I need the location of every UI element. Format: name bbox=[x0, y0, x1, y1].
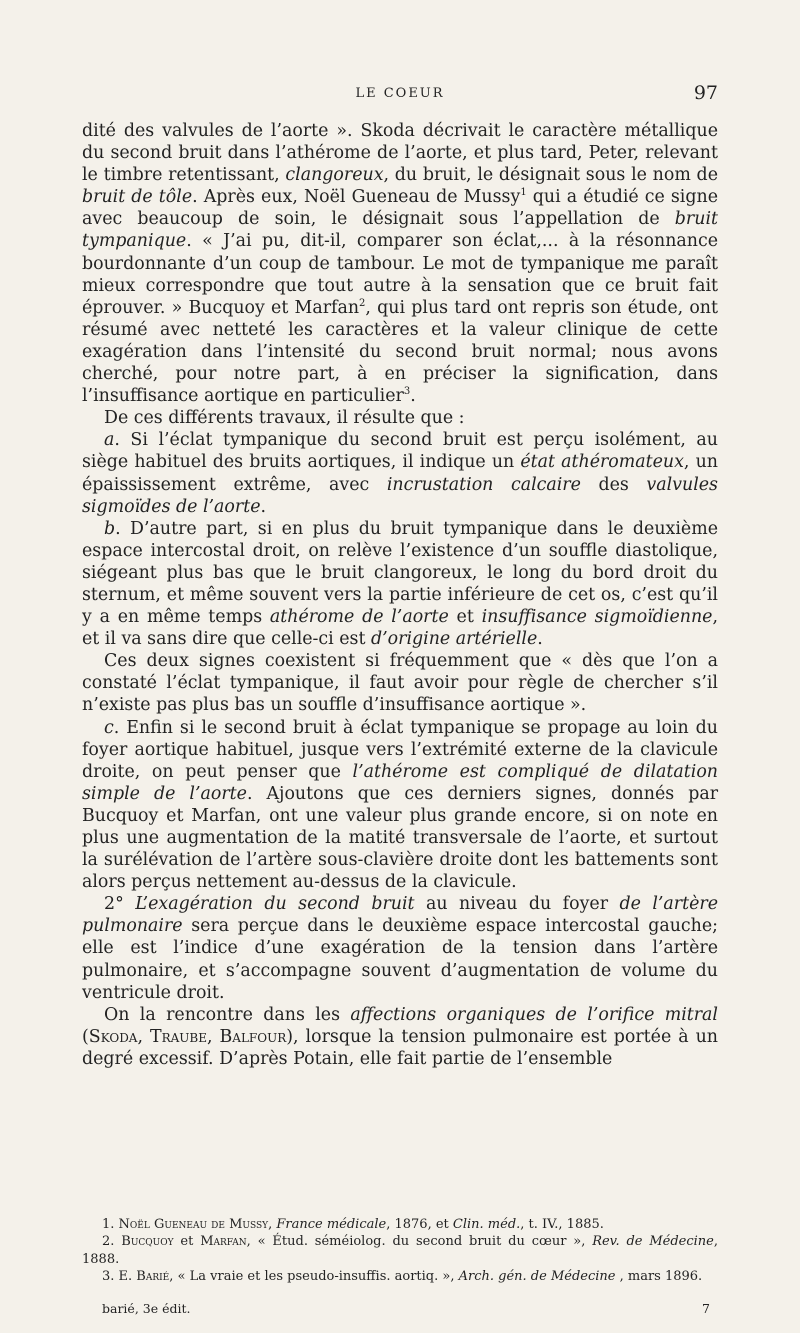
footnote-2: 2. Bucquoy et Marfan, « Étud. séméiolog. du second bruit du cœur », Rev. de Médecine, 1888. bbox=[82, 1234, 718, 1267]
paragraph-3: Ces deux signes coexistent si fréquemment que « dès que l’on a constaté l’éclat tympanique, il faut avoir pour règle de chercher s’il n’existe pas plus bas un souffle d’insuffisance aortique ». bbox=[82, 651, 718, 716]
paragraph-2: De ces différents travaux, il résulte que : bbox=[104, 408, 465, 429]
footnote-ref-2[interactable]: 2 bbox=[359, 297, 366, 309]
signature-mark: barié, 3e édit. bbox=[102, 1301, 191, 1316]
page-number: 97 bbox=[693, 82, 718, 104]
body-text bbox=[82, 120, 718, 1070]
footnote-ref-1[interactable]: 1 bbox=[520, 187, 527, 199]
footnote-3: 3. E. Barié, « La vraie et les pseudo-insuffis. aortiq. », Arch. gén. de Médecine , mars 1896. bbox=[102, 1268, 703, 1284]
paragraph-c: c. Enfin si le second bruit à éclat tympanique se propage au loin du foyer aortique habituel, jusque vers l’extrémité externe de la clavicule droite, on peut penser que l’athérome est compliqué de dilatation simple de l’aorte. Ajoutons que ces derniers signes, donnés par Bucquoy et Marfan, ont une valeur plus grande encore, si on note en plus une augmentation de la matité transversale de l’aorte, et surtout la surélévation de l’artère sous-clavière droite dont les battements sont alors perçus nettement au-dessus de la clavicule. bbox=[82, 717, 719, 893]
running-title: LE COEUR bbox=[355, 86, 445, 101]
footnote-1: 1. Noël Gueneau de Mussy, France médicale, 1876, et Clin. méd., t. IV., 1885. bbox=[102, 1217, 604, 1232]
paragraph-5: On la rencontre dans les affections organiques de l’orifice mitral (Skoda, Traube, Balfour), lorsque la tension pulmonaire est portée à un degré excessif. D’après Potain, elle fait partie de l’ensemble bbox=[82, 1004, 718, 1069]
footnote-ref-3[interactable]: 3 bbox=[403, 386, 411, 398]
running-header bbox=[82, 82, 718, 108]
sheet-number: 7 bbox=[702, 1301, 710, 1316]
paragraph-b: b. D’autre part, si en plus du bruit tympanique dans le deuxième espace intercostal droit, on relève l’existence d’un souffle diastolique, siégeant plus bas que le bruit clangoreux, le long du bord droit du sternum, et même souvent vers la partie inférieure de cet os, c’est qu’il y a en même temps athérome de l’aorte et insuffisance sigmoïdienne, et il va sans dire que celle-ci est d’origine artérielle. bbox=[82, 518, 719, 650]
footnotes bbox=[82, 1216, 718, 1285]
paragraph-a: a. Si l’éclat tympanique du second bruit est perçu isolément, au siège habituel des bruits aortiques, il indique un état athéromateux, un épaississement extrême, avec incrustation calcaire des valvules sigmoïdes de l’aorte. bbox=[82, 430, 718, 517]
paragraph-1: dité des valvules de l’aorte ». Skoda décrivait le caractère métallique du second bruit dans l’athérome de l’aorte, et plus tard, Peter, relevant le timbre retentissant, clangoreux, du bruit, le désignait sous le nom de bruit de tôle. Après eux, Noël Gueneau de Mussy$^1$ qui a étudié ce signe avec beaucoup de soin, le désignait sous l’appellation de bruit tympanique. « J’ai pu, dit-il, comparer son éclat,... à la résonnance bourdonnante d’un coup de tambour. Le mot de tympanique me paraît mieux correspondre que tout autre à la sensation que ce bruit fait éprouver. » Bucquoy et Marfan$^2$, qui plus tard ont repris son étude, ont résumé avec netteté les caractères et la valeur clinique de cette exagération dans l’intensité du second bruit normal; nous avons cherché, pour notre part, à en préciser la signification, dans l’insuffisance aortique en particulier$^3$. bbox=[82, 121, 718, 407]
paragraph-4: 2° L’exagération du second bruit au niveau du foyer de l’artère pulmonaire sera perçue dans le deuxième espace intercostal gauche; elle est l’indice d’une exagération de la tension dans l’artère pulmonaire, et s’accompagne souvent d’augmentation de volume du ventricule droit. bbox=[82, 894, 718, 1003]
page-footer bbox=[82, 1301, 718, 1319]
